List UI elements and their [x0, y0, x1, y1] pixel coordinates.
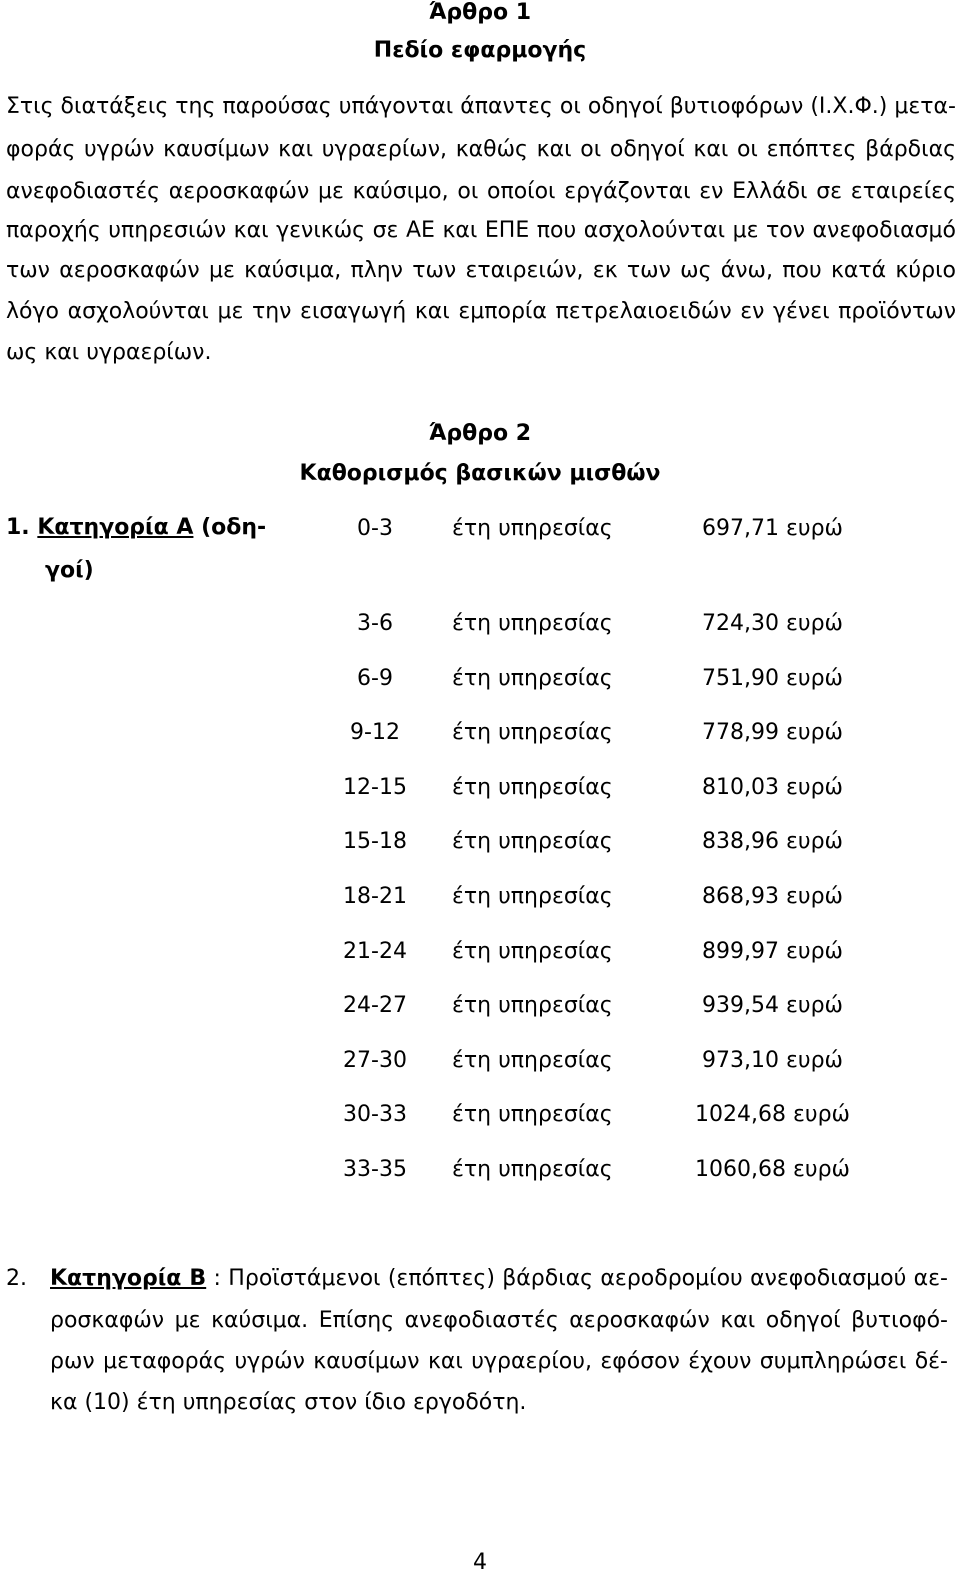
row-amount: 778,99 ευρώ	[702, 720, 843, 745]
article-1-number: Άρθρο 1	[428, 0, 532, 25]
category-b-line1-rest: : Προϊστάμενοι (επόπτες) βάρδιας αεροδρομίου ανεφοδιασμού αε-	[206, 1266, 948, 1291]
paragraph-line: Στις διατάξεις της παρούσας υπάγονται άπαντες οι οδηγοί βυτιοφόρων (Ι.Χ.Φ.) μετα-	[6, 94, 956, 119]
category-b-index: 2.	[6, 1266, 27, 1291]
paragraph-line: λόγο ασχολούνται με την εισαγωγή και εμπορία πετρελαιοειδών εν γένει προϊόντων	[6, 299, 956, 324]
row-amount: 838,96 ευρώ	[702, 829, 843, 854]
category-a-name: Κατηγορία Α	[37, 515, 194, 540]
row-years: 12-15	[343, 775, 407, 800]
row-label: έτη υπηρεσίας	[452, 775, 613, 800]
category-a-index: 1.	[6, 515, 30, 540]
paragraph-line: παροχής υπηρεσιών και γενικώς σε ΑΕ και ΕΠΕ που ασχολούνται με τον ανεφοδιασμό	[6, 218, 956, 243]
row-amount: 724,30 ευρώ	[702, 611, 843, 636]
paragraph-line: κα (10) έτη υπηρεσίας στον ίδιο εργοδότη.	[50, 1390, 527, 1415]
row-amount: 899,97 ευρώ	[702, 939, 843, 964]
row-label: έτη υπηρεσίας	[452, 939, 613, 964]
article-2-title: Καθορισμός βασικών μισθών	[299, 461, 661, 486]
row-label: έτη υπηρεσίας	[452, 884, 613, 909]
row-years: 27-30	[343, 1048, 407, 1073]
row-label: έτη υπηρεσίας	[452, 829, 613, 854]
paragraph-line: ροσκαφών με καύσιμα. Επίσης ανεφοδιαστές αεροσκαφών και οδηγοί βυτιοφό-	[50, 1308, 948, 1333]
row-label: έτη υπηρεσίας	[452, 1048, 613, 1073]
row-amount: 810,03 ευρώ	[702, 775, 843, 800]
paragraph-line: ρων μεταφοράς υγρών καυσίμων και υγραερίου, εφόσον έχουν συμπληρώσει δέ-	[50, 1349, 948, 1374]
row-years: 0-3	[357, 516, 393, 541]
page-number: 4	[473, 1550, 487, 1575]
paragraph-line: ως και υγραερίων.	[6, 340, 212, 365]
row-years: 6-9	[357, 666, 393, 691]
row-amount: 1024,68 ευρώ	[695, 1102, 850, 1127]
row-label: έτη υπηρεσίας	[452, 1157, 613, 1182]
row-label: έτη υπηρεσίας	[452, 993, 613, 1018]
row-amount: 973,10 ευρώ	[702, 1048, 843, 1073]
article-2-number: Άρθρο 2	[428, 421, 532, 446]
row-years: 18-21	[343, 884, 407, 909]
row-label: έτη υπηρεσίας	[452, 1102, 613, 1127]
category-b-name: Κατηγορία Β	[50, 1266, 207, 1291]
category-b-first-line	[50, 1266, 948, 1291]
paragraph-line: φοράς υγρών καυσίμων και υγραερίων, καθώς και οι οδηγοί και οι επόπτες βάρδιας	[6, 137, 956, 162]
row-years: 9-12	[350, 720, 400, 745]
row-label: έτη υπηρεσίας	[452, 720, 613, 745]
row-amount: 868,93 ευρώ	[702, 884, 843, 909]
paragraph-line: των αεροσκαφών με καύσιμα, πλην των εταιρειών, εκ των ως άνω, που κατά κύριο	[6, 258, 956, 283]
row-years: 33-35	[343, 1157, 407, 1182]
category-a-desc: (οδη-	[201, 515, 267, 540]
category-a-heading	[6, 515, 266, 540]
row-years: 3-6	[357, 611, 393, 636]
row-amount: 697,71 ευρώ	[702, 516, 843, 541]
row-label: έτη υπηρεσίας	[452, 516, 613, 541]
row-label: έτη υπηρεσίας	[452, 611, 613, 636]
row-amount: 1060,68 ευρώ	[695, 1157, 850, 1182]
row-years: 21-24	[343, 939, 407, 964]
row-years: 30-33	[343, 1102, 407, 1127]
article-1-title: Πεδίο εφαρμογής	[373, 38, 587, 63]
paragraph-line: ανεφοδιαστές αεροσκαφών με καύσιμο, οι οποίοι εργάζονται εν Ελλάδι σε εταιρείες	[6, 179, 956, 204]
category-a-desc-cont: γοί)	[45, 558, 94, 583]
row-amount: 751,90 ευρώ	[702, 666, 843, 691]
row-years: 15-18	[343, 829, 407, 854]
row-label: έτη υπηρεσίας	[452, 666, 613, 691]
row-years: 24-27	[343, 993, 407, 1018]
row-amount: 939,54 ευρώ	[702, 993, 843, 1018]
